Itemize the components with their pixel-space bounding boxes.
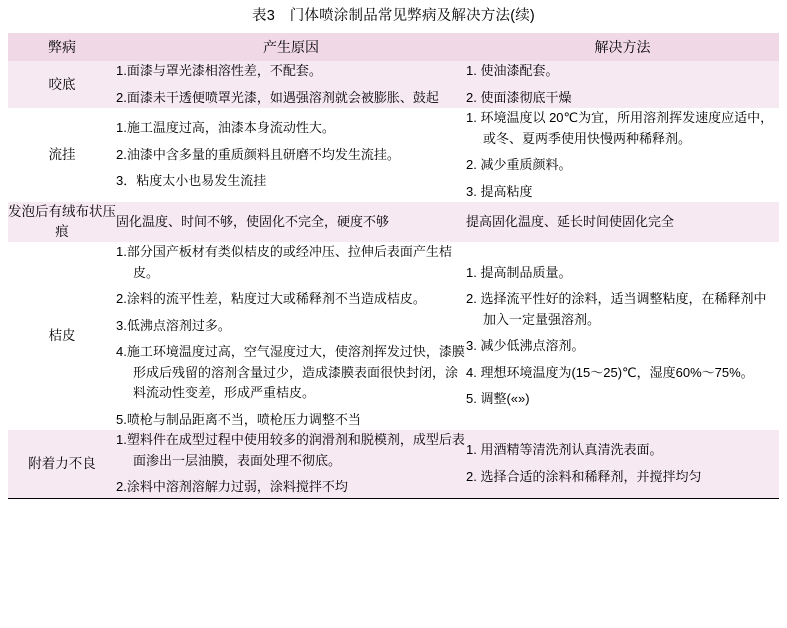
cause-item: 3．粘度太小也易发生流挂 xyxy=(116,173,267,189)
cell-cause: 固化温度、时间不够，使固化不完全，硬度不够 xyxy=(116,202,466,242)
cell-cause xyxy=(116,430,466,498)
table-row xyxy=(8,108,779,202)
solution-item: 1. 环境温度以 20℃为宜，所用溶剂挥发速度应适中，或冬、夏两季使用快慢两种稀释剂。 xyxy=(466,110,774,146)
cause-item: 2.油漆中含多量的重质颜料且研磨不均发生流挂。 xyxy=(116,146,400,162)
solution-item: 2. 使面漆彻底干燥 xyxy=(466,89,572,105)
cell-solution xyxy=(466,242,779,430)
table-header xyxy=(8,33,779,61)
cell-defect: 发泡后有绒布状压痕 xyxy=(8,202,116,242)
cause-item: 1.施工温度过高，油漆本身流动性大。 xyxy=(116,120,335,136)
cell-solution: 提高固化温度、延长时间使固化完全 xyxy=(466,202,779,242)
cell-solution xyxy=(466,61,779,108)
cell-defect: 流挂 xyxy=(8,108,116,202)
cause-item: 1.塑料件在成型过程中使用较多的润滑剂和脱模剂，成型后表面渗出一层油膜，表面处理不彻底。 xyxy=(116,432,465,468)
cell-cause xyxy=(116,108,466,202)
cause-item: 1.部分国产板材有类似桔皮的或经冲压、拉伸后表面产生桔皮。 xyxy=(116,244,452,280)
cell-cause xyxy=(116,242,466,430)
solution-item: 2. 减少重质颜料。 xyxy=(466,157,572,172)
cell-solution xyxy=(466,108,779,202)
column-header-defect: 弊病 xyxy=(8,33,116,61)
cause-item: 2.涂料中溶剂溶解力过弱，涂料搅拌不均 xyxy=(116,479,348,494)
cause-item: 2.涂料的流平性差，粘度过大或稀释剂不当造成桔皮。 xyxy=(116,291,426,306)
cause-item: 2.面漆未干透便喷罩光漆，如遇强溶剂就会被膨胀、鼓起 xyxy=(116,89,439,105)
table-row xyxy=(8,430,779,498)
column-header-solution: 解决方法 xyxy=(466,33,779,61)
solution-item: 1. 使油漆配套。 xyxy=(466,63,559,78)
table-caption: 表3 门体喷涂制品常见弊病及解决方法(续) xyxy=(252,8,535,24)
table-header-row xyxy=(8,33,779,61)
solution-item: 3. 提高粘度 xyxy=(466,183,533,199)
solution-item: 3. 减少低沸点溶剂。 xyxy=(466,338,585,353)
solution-item: 2. 选择合适的涂料和稀释剂，并搅拌均匀 xyxy=(466,468,702,484)
solution-item: 1. 提高制品质量。 xyxy=(466,264,572,280)
solution-item: 2. 选择流平性好的涂料，适当调整粘度，在稀释剂中加入一定量强溶剂。 xyxy=(466,291,767,327)
defects-table xyxy=(8,33,779,499)
cause-item: 1.面漆与罩光漆相溶性差，不配套。 xyxy=(116,63,322,78)
table-row xyxy=(8,202,779,242)
solution-item: 1. 用酒精等清洗剂认真清洗表面。 xyxy=(466,442,663,458)
cell-defect: 咬底 xyxy=(8,61,116,108)
cell-cause xyxy=(116,61,466,108)
cause-item: 4.施工环境温度过高，空气湿度过大，使溶剂挥发过快，漆膜形成后残留的溶剂含量过少，造成漆膜表面很快封闭，涂料流动性变差，形成严重桔皮。 xyxy=(116,344,465,400)
cause-item: 3.低沸点溶剂过多。 xyxy=(116,317,231,333)
cell-solution xyxy=(466,430,779,498)
table-row xyxy=(8,242,779,430)
cell-defect: 桔皮 xyxy=(8,242,116,430)
cause-item: 5.喷枪与制品距离不当，喷枪压力调整不当 xyxy=(116,411,361,427)
table-row xyxy=(8,61,779,108)
column-header-cause: 产生原因 xyxy=(116,33,466,61)
solution-item: 5. 调整(«») xyxy=(466,391,530,406)
table-body xyxy=(8,61,779,498)
cell-defect: 附着力不良 xyxy=(8,430,116,498)
solution-item: 4. 理想环境温度为(15～25)℃，湿度60%～75%。 xyxy=(466,364,754,380)
